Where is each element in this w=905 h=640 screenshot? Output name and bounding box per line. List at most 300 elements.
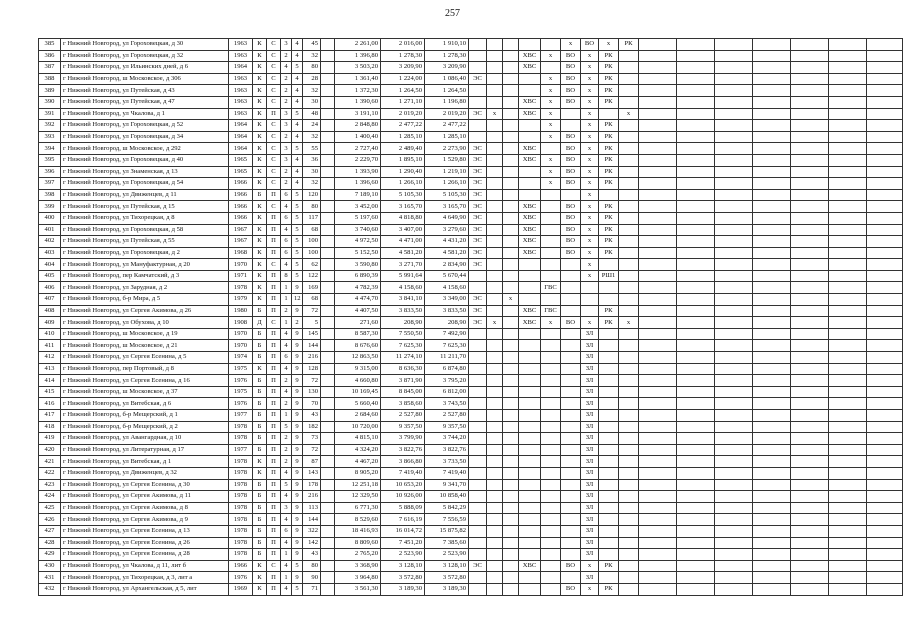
table-cell: ХВС: [519, 305, 541, 317]
table-cell: [519, 270, 541, 282]
table-cell: Б: [253, 340, 267, 352]
table-cell: [791, 514, 829, 526]
table-cell: РК: [599, 166, 619, 178]
table-cell: [677, 398, 715, 410]
table-cell: [321, 96, 335, 108]
table-cell: [753, 421, 791, 433]
table-cell: 1 396,80: [335, 50, 381, 62]
table-cell: 395: [39, 154, 61, 166]
table-cell: РК: [599, 247, 619, 259]
table-cell: К: [253, 572, 267, 584]
table-cell: [519, 491, 541, 503]
table-cell: 4: [281, 537, 292, 549]
table-cell: 178: [303, 479, 321, 491]
table-cell: 113: [303, 502, 321, 514]
table-cell: [867, 131, 903, 143]
table-cell: 1966: [229, 212, 253, 224]
table-cell: [503, 282, 519, 294]
table-cell: x: [581, 236, 599, 248]
table-cell: 423: [39, 479, 61, 491]
table-cell: 68: [303, 294, 321, 306]
table-cell: С: [267, 560, 281, 572]
table-cell: 1 278,30: [381, 50, 425, 62]
table-cell: Б: [253, 410, 267, 422]
table-cell: x: [581, 259, 599, 271]
table-cell: 7 616,19: [381, 514, 425, 526]
table-cell: РК: [599, 212, 619, 224]
table-cell: 7 189,10: [335, 189, 381, 201]
table-cell: [867, 282, 903, 294]
table-cell: 1963: [229, 39, 253, 51]
table-cell: [599, 352, 619, 364]
table-row: [39, 491, 903, 503]
table-cell: 8 529,60: [335, 514, 381, 526]
table-cell: [321, 282, 335, 294]
table-cell: [715, 386, 753, 398]
table-cell: 216: [303, 352, 321, 364]
table-cell: [503, 166, 519, 178]
table-cell: [619, 62, 639, 74]
table-cell: [503, 247, 519, 259]
table-cell: [791, 166, 829, 178]
table-cell: С: [267, 317, 281, 329]
table-cell: [639, 247, 677, 259]
table-cell: [619, 456, 639, 468]
table-row: [39, 549, 903, 561]
table-cell: [677, 224, 715, 236]
table-cell: 3 128,10: [381, 560, 425, 572]
table-cell: [715, 282, 753, 294]
table-cell: 9: [292, 352, 303, 364]
table-cell: x: [581, 583, 599, 595]
table-cell: 1 196,80: [425, 96, 469, 108]
table-cell: [867, 525, 903, 537]
table-cell: 1: [281, 572, 292, 584]
table-cell: [867, 120, 903, 132]
table-cell: Б: [253, 514, 267, 526]
table-cell: [753, 352, 791, 364]
table-cell: x: [541, 73, 561, 85]
table-cell: 208,90: [381, 317, 425, 329]
table-cell: 407: [39, 294, 61, 306]
table-cell: [829, 479, 867, 491]
table-cell: [487, 328, 503, 340]
table-cell: [561, 467, 581, 479]
table-cell: ЗЛ: [581, 549, 599, 561]
table-cell: 143: [303, 467, 321, 479]
table-cell: ЗЛ: [581, 410, 599, 422]
table-cell: [753, 85, 791, 97]
table-cell: [503, 259, 519, 271]
table-cell: [639, 120, 677, 132]
table-cell: [519, 189, 541, 201]
table-cell: [599, 444, 619, 456]
table-cell: [715, 398, 753, 410]
table-cell: ЭС: [469, 305, 487, 317]
table-cell: [487, 201, 503, 213]
table-row: [39, 433, 903, 445]
table-cell: 386: [39, 50, 61, 62]
table-cell: 4 158,60: [381, 282, 425, 294]
table-cell: [469, 525, 487, 537]
table-cell: 1976: [229, 375, 253, 387]
table-cell: [519, 375, 541, 387]
table-cell: К: [253, 120, 267, 132]
table-cell: г Нижний Новгород, ул Путейская, д 47: [61, 96, 229, 108]
table-cell: [715, 236, 753, 248]
table-cell: [639, 491, 677, 503]
table-cell: [487, 491, 503, 503]
table-cell: [639, 537, 677, 549]
table-cell: 8: [281, 270, 292, 282]
table-cell: [321, 363, 335, 375]
table-cell: [469, 444, 487, 456]
table-cell: 392: [39, 120, 61, 132]
table-cell: [639, 514, 677, 526]
table-cell: x: [599, 39, 619, 51]
table-cell: 271,60: [335, 317, 381, 329]
table-cell: x: [619, 317, 639, 329]
table-cell: 399: [39, 201, 61, 213]
table-row: [39, 282, 903, 294]
table-cell: 1964: [229, 131, 253, 143]
table-cell: 1964: [229, 62, 253, 74]
table-cell: РК: [599, 85, 619, 97]
table-cell: 30: [303, 166, 321, 178]
table-cell: [791, 143, 829, 155]
table-cell: 5: [281, 479, 292, 491]
table-cell: ВО: [561, 73, 581, 85]
table-cell: [829, 340, 867, 352]
table-cell: г Нижний Новгород, ул Сергея Акимова, д 11: [61, 491, 229, 503]
table-cell: [639, 178, 677, 190]
table-row: [39, 39, 903, 51]
table-cell: 32: [303, 50, 321, 62]
table-cell: [561, 479, 581, 491]
table-cell: П: [267, 479, 281, 491]
table-cell: [561, 189, 581, 201]
table-cell: 3 209,90: [425, 62, 469, 74]
table-cell: К: [253, 154, 267, 166]
table-cell: [677, 456, 715, 468]
table-cell: 5 105,30: [381, 189, 425, 201]
table-cell: [519, 502, 541, 514]
table-cell: [867, 410, 903, 422]
table-cell: [829, 433, 867, 445]
table-cell: [715, 363, 753, 375]
table-cell: К: [253, 143, 267, 155]
table-cell: 2 834,90: [425, 259, 469, 271]
table-cell: П: [267, 386, 281, 398]
table-cell: ЗЛ: [581, 421, 599, 433]
table-cell: Б: [253, 479, 267, 491]
table-cell: [561, 375, 581, 387]
table-cell: 9: [292, 421, 303, 433]
table-cell: [599, 108, 619, 120]
table-row: [39, 154, 903, 166]
table-cell: [487, 212, 503, 224]
table-cell: [829, 224, 867, 236]
table-cell: 8 905,20: [335, 467, 381, 479]
table-cell: 15 875,82: [425, 525, 469, 537]
table-cell: [541, 514, 561, 526]
table-cell: ЗЛ: [581, 328, 599, 340]
table-cell: [321, 120, 335, 132]
table-cell: 3 858,60: [381, 398, 425, 410]
table-cell: [753, 62, 791, 74]
table-cell: [867, 386, 903, 398]
table-cell: ЭС: [469, 236, 487, 248]
table-cell: [867, 340, 903, 352]
table-cell: [791, 282, 829, 294]
table-cell: [541, 375, 561, 387]
table-cell: 4: [281, 340, 292, 352]
table-cell: [639, 259, 677, 271]
table-cell: [519, 166, 541, 178]
table-cell: [829, 270, 867, 282]
table-cell: 9: [292, 363, 303, 375]
table-cell: С: [267, 201, 281, 213]
table-cell: [867, 398, 903, 410]
table-cell: ЭС: [469, 108, 487, 120]
table-cell: 1 372,30: [335, 85, 381, 97]
table-cell: 5 670,44: [425, 270, 469, 282]
table-cell: [561, 421, 581, 433]
table-cell: [561, 294, 581, 306]
table-cell: x: [581, 270, 599, 282]
table-cell: 404: [39, 259, 61, 271]
table-cell: ГВС: [541, 282, 561, 294]
table-cell: 3 572,80: [381, 572, 425, 584]
table-cell: [519, 340, 541, 352]
table-cell: [639, 479, 677, 491]
table-cell: [791, 375, 829, 387]
table-cell: [791, 525, 829, 537]
table-cell: [791, 572, 829, 584]
table-cell: 6: [281, 352, 292, 364]
table-cell: [321, 85, 335, 97]
table-cell: [469, 62, 487, 74]
table-cell: П: [267, 444, 281, 456]
table-cell: г Нижний Новгород, ул Сергея Есенина, д 13: [61, 525, 229, 537]
table-cell: 3 964,80: [335, 572, 381, 584]
table-cell: 5: [303, 317, 321, 329]
table-cell: 4: [281, 491, 292, 503]
table-cell: [867, 294, 903, 306]
table-cell: [619, 375, 639, 387]
table-cell: 1908: [229, 317, 253, 329]
table-cell: [469, 537, 487, 549]
table-cell: 4 324,20: [335, 444, 381, 456]
table-cell: [321, 259, 335, 271]
table-cell: 1964: [229, 120, 253, 132]
table-cell: x: [541, 96, 561, 108]
table-cell: С: [267, 39, 281, 51]
table-cell: 1 264,50: [381, 85, 425, 97]
table-cell: [561, 363, 581, 375]
table-cell: 1 393,90: [335, 166, 381, 178]
table-cell: ЗЛ: [581, 514, 599, 526]
table-cell: [791, 363, 829, 375]
table-cell: [677, 154, 715, 166]
table-cell: 130: [303, 386, 321, 398]
table-cell: [487, 282, 503, 294]
table-cell: [581, 294, 599, 306]
table-cell: x: [581, 154, 599, 166]
table-cell: 424: [39, 491, 61, 503]
table-cell: [753, 363, 791, 375]
table-cell: [487, 583, 503, 595]
table-cell: 1 219,10: [425, 166, 469, 178]
table-cell: К: [253, 85, 267, 97]
table-cell: ХВС: [519, 212, 541, 224]
table-cell: [715, 294, 753, 306]
table-cell: [503, 340, 519, 352]
table-cell: [469, 39, 487, 51]
table-cell: [321, 386, 335, 398]
table-cell: [469, 572, 487, 584]
table-cell: [639, 456, 677, 468]
table-cell: [469, 514, 487, 526]
table-cell: [619, 189, 639, 201]
table-cell: г Нижний Новгород, б-р Мещерский, д 1: [61, 410, 229, 422]
table-cell: [715, 317, 753, 329]
table-cell: [519, 456, 541, 468]
table-cell: [519, 352, 541, 364]
table-cell: П: [267, 502, 281, 514]
table-cell: П: [267, 375, 281, 387]
table-cell: [639, 525, 677, 537]
table-cell: [715, 549, 753, 561]
table-cell: [867, 328, 903, 340]
table-cell: [677, 62, 715, 74]
table-cell: x: [581, 247, 599, 259]
table-cell: [541, 549, 561, 561]
table-cell: [561, 305, 581, 317]
table-cell: [503, 456, 519, 468]
table-cell: ВО: [561, 236, 581, 248]
table-cell: г Нижний Новгород, ул Литературная, д 17: [61, 444, 229, 456]
table-cell: 4: [281, 201, 292, 213]
table-cell: 70: [303, 398, 321, 410]
table-cell: П: [267, 108, 281, 120]
table-cell: 400: [39, 212, 61, 224]
table-cell: РК: [599, 178, 619, 190]
table-cell: 87: [303, 456, 321, 468]
table-cell: г Нижний Новгород, ш Московское, д 21: [61, 340, 229, 352]
table-cell: [599, 433, 619, 445]
table-cell: [715, 502, 753, 514]
table-cell: 12 251,18: [335, 479, 381, 491]
table-cell: 3 349,00: [425, 294, 469, 306]
table-cell: П: [267, 549, 281, 561]
table-cell: 9: [292, 549, 303, 561]
table-cell: 397: [39, 178, 61, 190]
table-cell: ЭС: [469, 224, 487, 236]
table-row: [39, 178, 903, 190]
table-cell: 1 895,10: [381, 154, 425, 166]
table-cell: П: [267, 363, 281, 375]
table-cell: 3 128,10: [425, 560, 469, 572]
table-cell: [321, 270, 335, 282]
table-cell: [599, 572, 619, 584]
table-cell: [561, 514, 581, 526]
table-cell: 1966: [229, 560, 253, 572]
table-cell: [581, 305, 599, 317]
table-cell: Б: [253, 421, 267, 433]
table-cell: [715, 583, 753, 595]
table-cell: [791, 433, 829, 445]
table-cell: 1971: [229, 270, 253, 282]
table-cell: [619, 96, 639, 108]
table-cell: [619, 143, 639, 155]
table-cell: [541, 479, 561, 491]
table-cell: [829, 131, 867, 143]
table-row: [39, 560, 903, 572]
table-cell: К: [253, 62, 267, 74]
table-cell: [541, 363, 561, 375]
table-cell: 4 158,60: [425, 282, 469, 294]
table-cell: 2 261,00: [335, 39, 381, 51]
table-cell: [519, 73, 541, 85]
table-row: [39, 537, 903, 549]
table-cell: [487, 143, 503, 155]
table-cell: 5 152,50: [335, 247, 381, 259]
table-cell: 6 812,00: [425, 386, 469, 398]
table-cell: [791, 421, 829, 433]
table-cell: [715, 178, 753, 190]
table-cell: ХВС: [519, 247, 541, 259]
table-cell: [715, 514, 753, 526]
table-cell: [487, 85, 503, 97]
table-cell: [867, 85, 903, 97]
table-cell: [561, 270, 581, 282]
table-cell: 2: [281, 166, 292, 178]
table-cell: [599, 259, 619, 271]
table-row: [39, 247, 903, 259]
table-cell: 1: [281, 317, 292, 329]
table-cell: 5 991,64: [381, 270, 425, 282]
table-cell: ЭС: [469, 560, 487, 572]
table-cell: [829, 85, 867, 97]
table-cell: [321, 73, 335, 85]
table-cell: 1963: [229, 50, 253, 62]
table-cell: [487, 537, 503, 549]
table-cell: ЗЛ: [581, 537, 599, 549]
table-cell: [829, 363, 867, 375]
table-cell: 1978: [229, 502, 253, 514]
table-cell: 1978: [229, 479, 253, 491]
table-cell: г Нижний Новгород, ул Витебская, д 1: [61, 456, 229, 468]
table-cell: ХВС: [519, 560, 541, 572]
table-cell: [321, 560, 335, 572]
table-cell: [541, 212, 561, 224]
table-cell: [469, 456, 487, 468]
table-cell: [619, 212, 639, 224]
table-cell: ВО: [561, 247, 581, 259]
table-cell: РК: [599, 201, 619, 213]
table-cell: [487, 433, 503, 445]
table-cell: [321, 352, 335, 364]
table-cell: ЗЛ: [581, 363, 599, 375]
table-cell: 1970: [229, 328, 253, 340]
table-cell: [677, 340, 715, 352]
table-cell: ЭС: [469, 247, 487, 259]
table-cell: [715, 305, 753, 317]
table-cell: 16 014,72: [381, 525, 425, 537]
table-cell: x: [581, 120, 599, 132]
table-cell: [321, 444, 335, 456]
